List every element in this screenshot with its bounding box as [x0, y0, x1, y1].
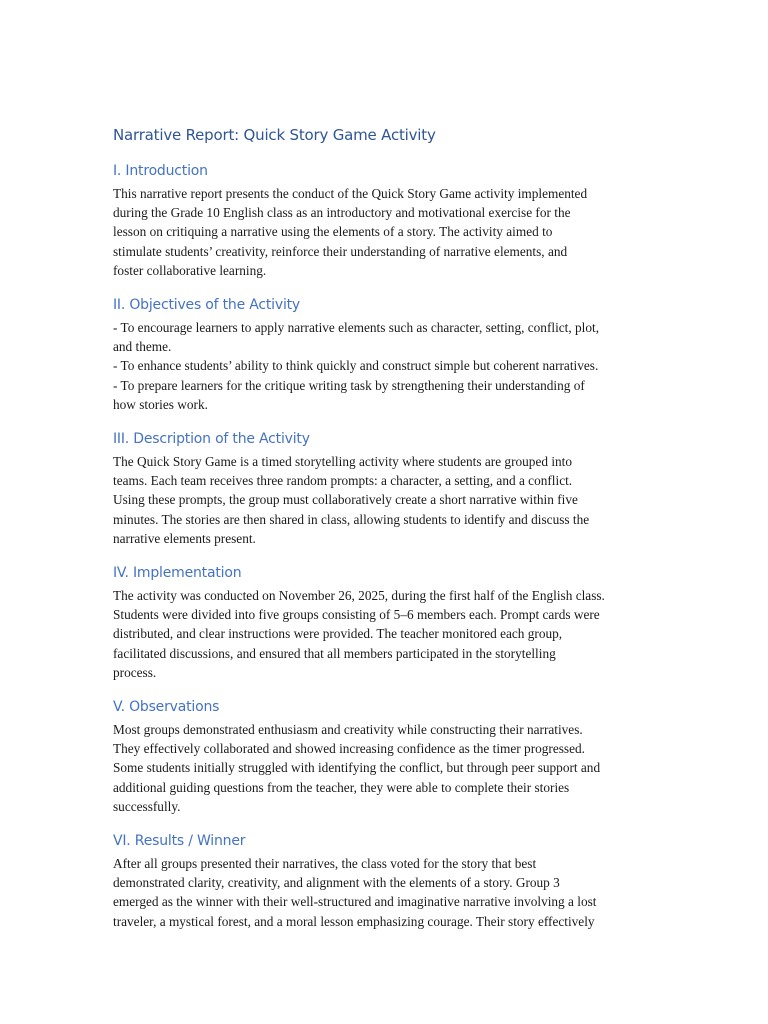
- paragraph-line: distributed, and clear instructions were provided. The teacher monitored each group,: [113, 626, 563, 642]
- section-objectives: [113, 294, 658, 414]
- section-heading: III. Description of the Activity: [113, 431, 310, 448]
- paragraph-line: - To encourage learners to apply narrative elements such as character, setting, conflict, plot,: [113, 320, 600, 336]
- paragraph-line: minutes. The stories are then shared in class, allowing students to identify and discuss the: [113, 511, 590, 527]
- paragraph-line: Using these prompts, the group must collaboratively create a short narrative within five: [113, 492, 578, 508]
- section-results: [113, 830, 658, 931]
- section-heading: I. Introduction: [113, 163, 208, 179]
- section-paragraph: [113, 318, 658, 414]
- section-paragraph: [113, 184, 658, 280]
- paragraph-line: narrative elements present.: [113, 530, 256, 546]
- section-heading: II. Objectives of the Activity: [113, 297, 301, 314]
- paragraph-line: This narrative report presents the conduct of the Quick Story Game activity implemented: [113, 186, 588, 201]
- paragraph-line: successfully.: [113, 798, 181, 814]
- paragraph-line: facilitated discussions, and ensured that all members participated in the storytelling: [113, 645, 556, 661]
- section-description: [113, 428, 658, 548]
- paragraph-line: - To enhance students’ ability to think quickly and construct simple but coherent narratives.: [113, 358, 599, 374]
- paragraph-line: foster collaborative learning.: [113, 262, 267, 278]
- paragraph-line: - To prepare learners for the critique writing task by strengthening their understanding of: [113, 377, 585, 393]
- paragraph-line: The activity was conducted on November 26, 2025, during the first half of the English class.: [113, 588, 605, 604]
- paragraph-line: Most groups demonstrated enthusiasm and creativity while constructing their narratives.: [113, 722, 583, 738]
- paragraph-line: Students were divided into five groups consisting of 5–6 members each. Prompt cards were: [113, 607, 600, 623]
- section-heading: VI. Results / Winner: [113, 833, 246, 850]
- paragraph-line: process.: [113, 664, 157, 680]
- paragraph-line: how stories work.: [113, 396, 208, 412]
- section-heading: IV. Implementation: [113, 565, 242, 582]
- paragraph-line: additional guiding questions from the teacher, they were able to complete their stories: [113, 779, 570, 795]
- document-page: [113, 124, 658, 945]
- section-paragraph: [113, 720, 658, 816]
- paragraph-line: lesson on critiquing a narrative using the elements of a story. The activity aimed to: [113, 224, 553, 240]
- paragraph-line: The Quick Story Game is a timed storytelling activity where students are grouped into: [113, 454, 573, 470]
- document-title: Narrative Report: Quick Story Game Activity: [113, 126, 436, 144]
- section-paragraph: [113, 854, 658, 931]
- paragraph-line: traveler, a mystical forest, and a moral lesson emphasizing courage. Their story effectively: [113, 913, 595, 929]
- paragraph-line: emerged as the winner with their well-structured and imaginative narrative involving a lost: [113, 894, 597, 910]
- section-introduction: [113, 160, 658, 280]
- paragraph-line: and theme.: [113, 339, 172, 355]
- section-paragraph: [113, 586, 658, 682]
- paragraph-line: demonstrated clarity, creativity, and alignment with the elements of a story. Group 3: [113, 875, 560, 891]
- section-observations: [113, 696, 658, 816]
- paragraph-line: They effectively collaborated and showed increasing confidence as the timer progressed.: [113, 741, 585, 757]
- paragraph-line: during the Grade 10 English class as an introductory and motivational exercise for the: [113, 205, 571, 221]
- paragraph-line: After all groups presented their narratives, the class voted for the story that best: [113, 856, 537, 872]
- section-implementation: [113, 562, 658, 682]
- section-heading: V. Observations: [113, 699, 220, 716]
- paragraph-line: teams. Each team receives three random prompts: a character, a setting, and a conflict.: [113, 473, 573, 489]
- paragraph-line: Some students initially struggled with identifying the conflict, but through peer support and: [113, 760, 601, 776]
- section-paragraph: [113, 452, 658, 548]
- paragraph-line: stimulate students’ creativity, reinforce their understanding of narrative elements, and: [113, 243, 568, 259]
